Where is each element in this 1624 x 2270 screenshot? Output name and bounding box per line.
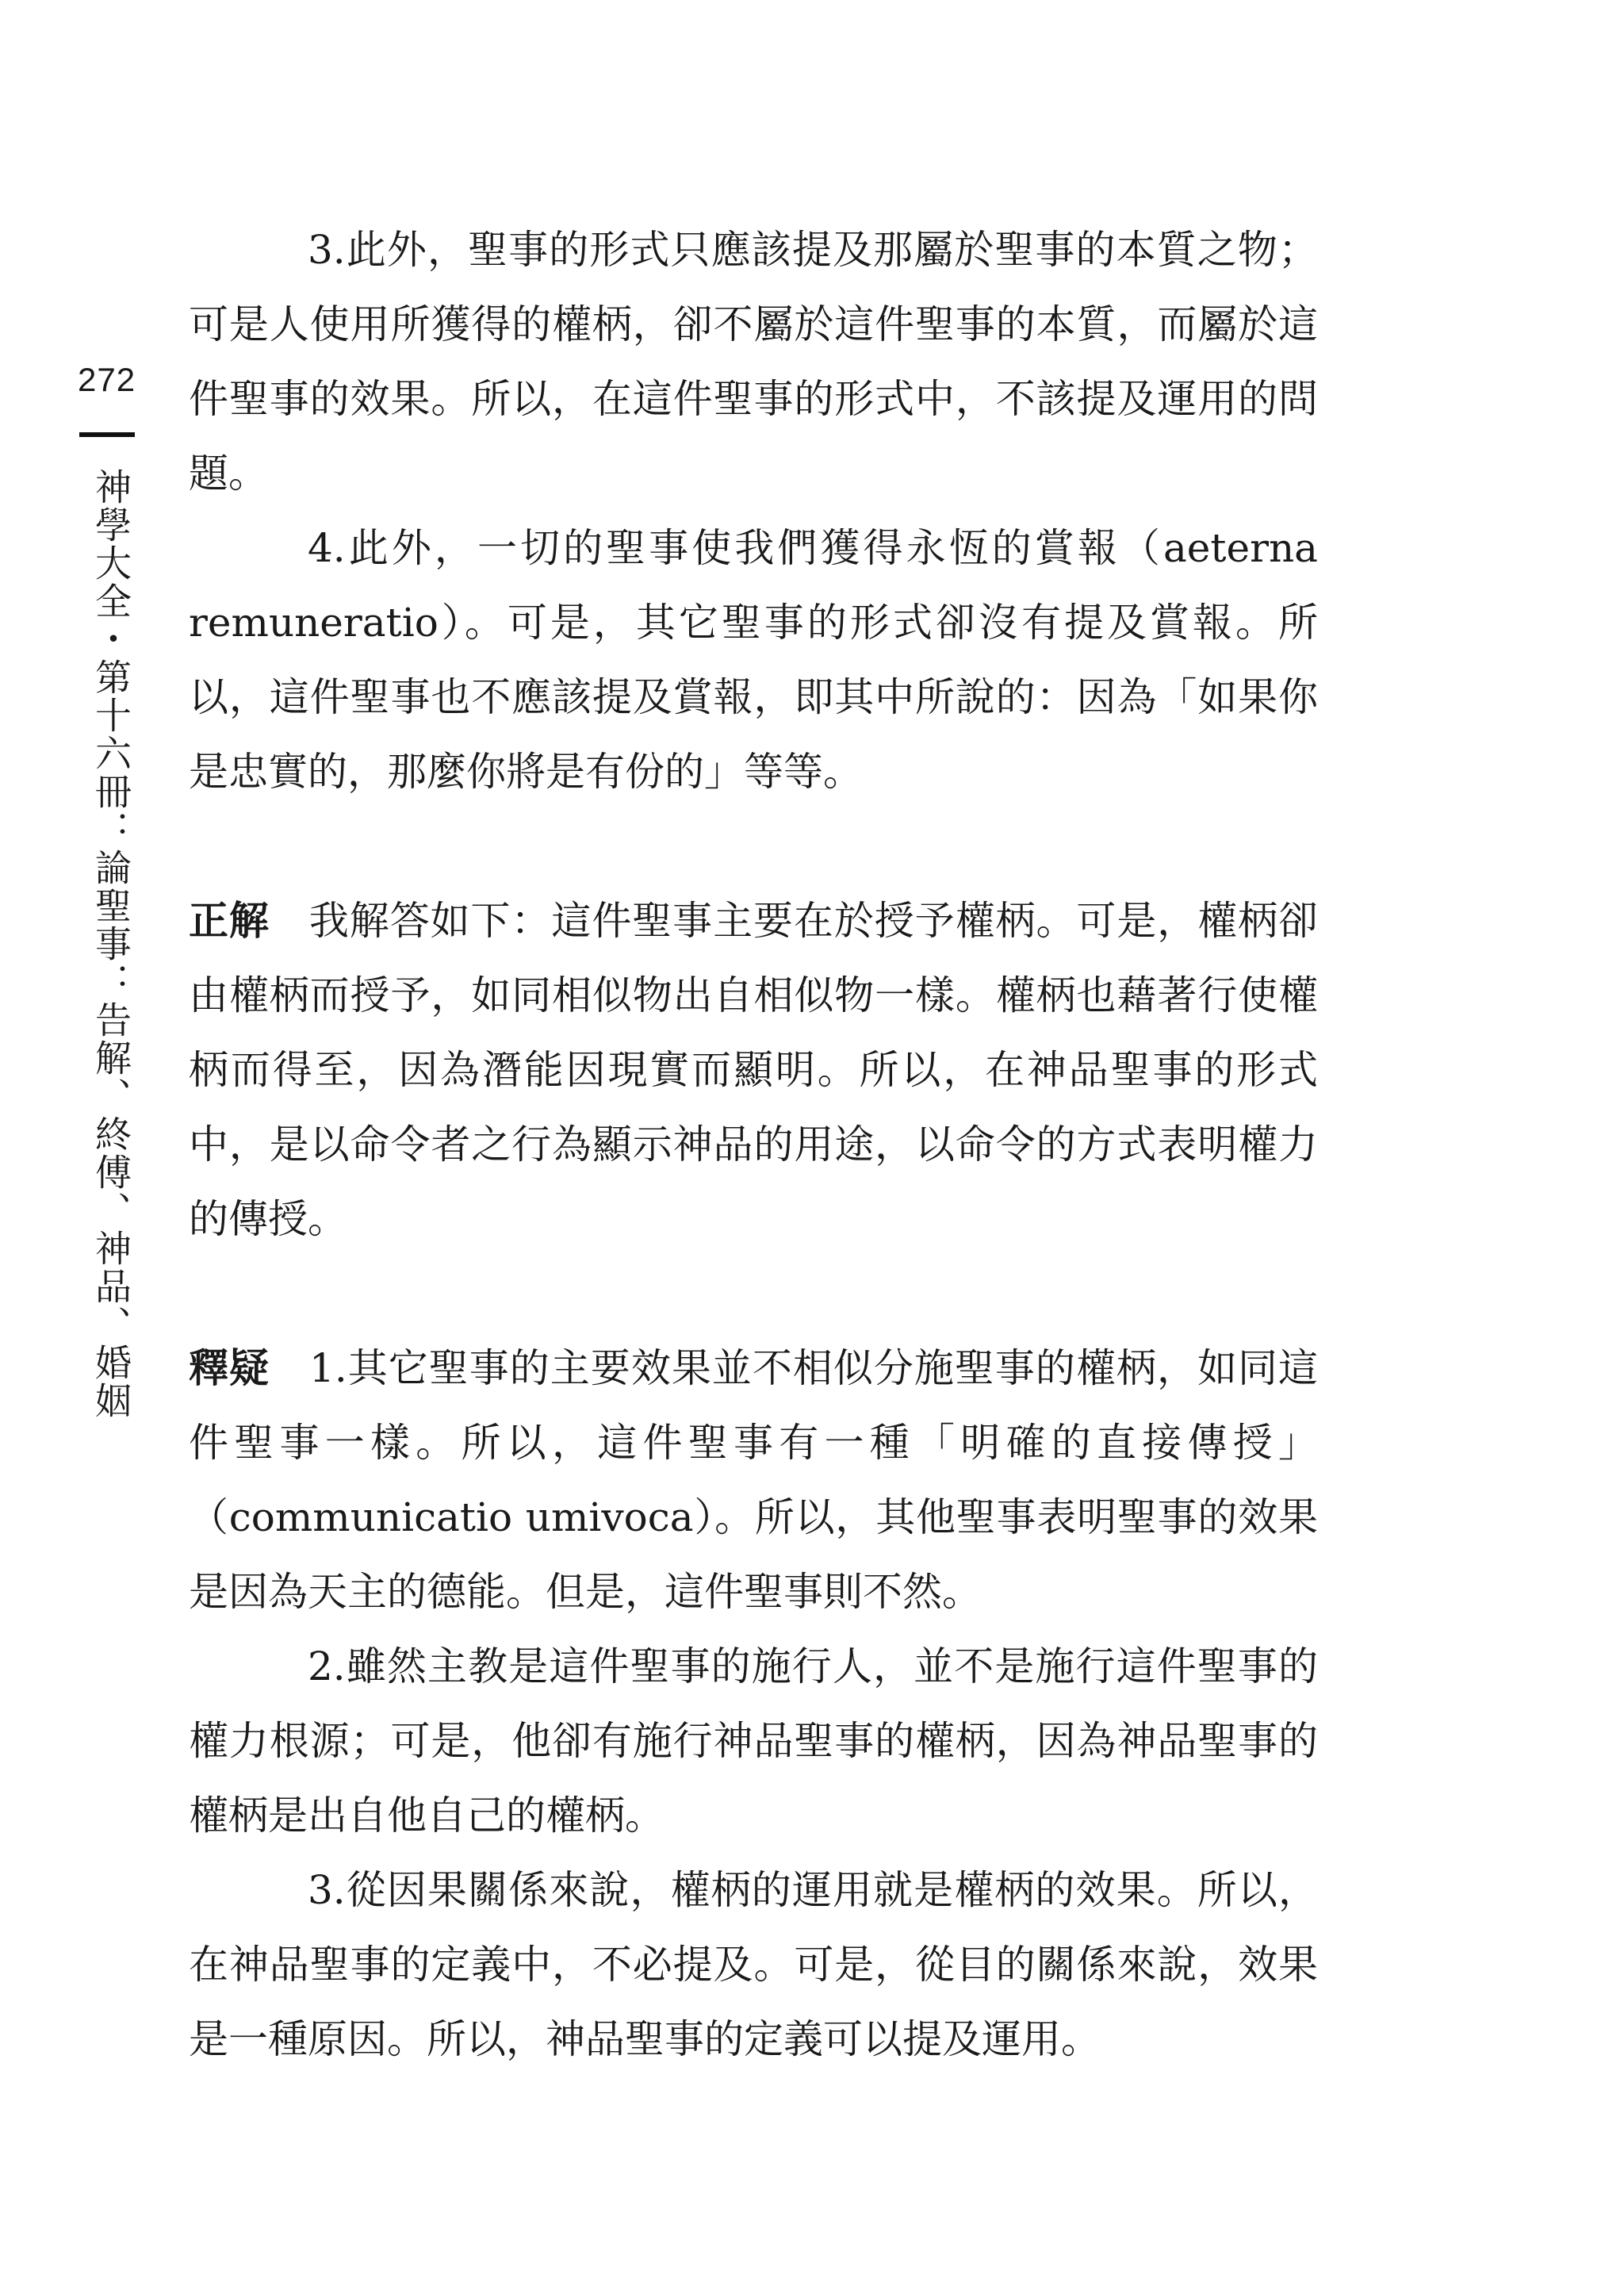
answer-paragraph (189, 884, 1318, 1256)
reply-paragraph-3: 3.從因果關係來說，權柄的運用就是權柄的效果。所以，在神品聖事的定義中，不必提及。可是，從目的關係來說，效果是一種原因。所以，神品聖事的定義可以提及運用。 (189, 1867, 1318, 2062)
running-title: 神學大全・第十六冊：論聖事：告解、終傅、神品、婚姻 (90, 468, 132, 1420)
reply-1-text: 1.其它聖事的主要效果並不相似分施聖事的權柄，如同這件聖事一樣。所以，這件聖事有一種「明確的直接傳授」（communicatio umivoca）。所以，其他聖事表明聖事的效果是因為天主的德能。但是，這件聖事則不然。 (189, 1345, 1318, 1615)
margin-rule (79, 432, 135, 437)
objection-4: 4.此外，一切的聖事使我們獲得永恆的賞報（aeterna remuneratio）。可是，其它聖事的形式卻沒有提及賞報。所以，這件聖事也不應該提及賞報，即其中所說的：因為「如果你是忠實的，那麼你將是有份的」等等。 (189, 525, 1318, 795)
reply-paragraph-2: 2.雖然主教是這件聖事的施行人，並不是施行這件聖事的權力根源；可是，他卻有施行神品聖事的權柄，因為神品聖事的權柄是出自他自己的權柄。 (189, 1643, 1318, 1839)
reply-paragraph-1 (189, 1331, 1318, 1629)
page-number: 272 (78, 361, 136, 398)
objection-3: 3.此外，聖事的形式只應該提及那屬於聖事的本質之物；可是人使用所獲得的權柄，卻不屬於這件聖事的本質，而屬於這件聖事的效果。所以，在這件聖事的形式中，不該提及運用的問題。 (189, 227, 1318, 497)
answer-label: 正解 (189, 897, 270, 944)
reply-label: 釋疑 (189, 1344, 270, 1391)
main-text (189, 213, 1318, 2076)
answer-text: 我解答如下：這件聖事主要在於授予權柄。可是，權柄卻由權柄而授予，如同相似物出自相似物一樣。權柄也藉著行使權柄而得至，因為潛能因現實而顯明。所以，在神品聖事的形式中，是以命令者之行為顯示神品的用途，以命令的方式表明權力的傳授。 (189, 898, 1319, 1242)
